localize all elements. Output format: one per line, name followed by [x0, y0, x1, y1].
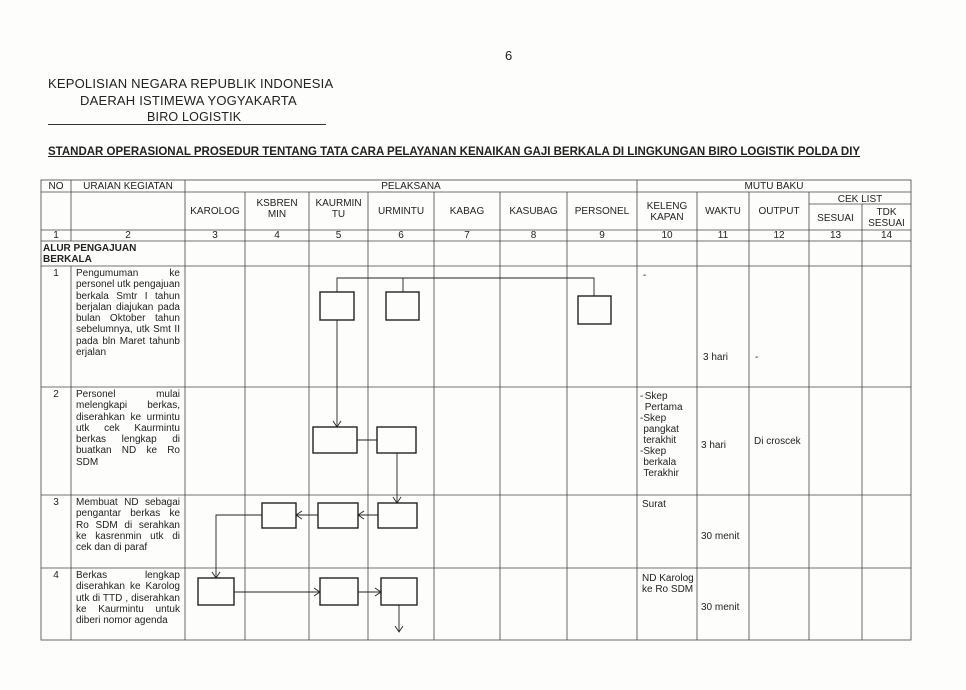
flow-box-s4-kaurmintu	[320, 578, 358, 605]
step-kelengkapan-list: - Skep Pertama - Skep pangkat terakhit - Skep berkala Terakhir	[640, 391, 695, 479]
flow-connectors	[216, 278, 594, 632]
col-kabag: KABAG	[449, 206, 485, 217]
step-waktu: 30 menit	[701, 531, 740, 542]
org-line-3: BIRO LOGISTIK	[147, 110, 242, 124]
kelengkapan-item: Skep pangkat terakhit	[643, 413, 679, 446]
step-waktu: 30 menit	[701, 602, 740, 613]
col-tdk-sesuai: TDK SESUAI	[868, 207, 905, 229]
col-number: 11	[717, 230, 729, 241]
col-number: 5	[335, 230, 342, 241]
flow-box-s4-urmintu	[381, 578, 417, 605]
col-number: 2	[125, 230, 131, 241]
step-description: Berkas lengkap diserahkan ke Karolog utk di TTD , diserahkan ke Kaurmintu untuk diberi nomor agenda	[76, 570, 180, 627]
flow-box-s2-urmintu	[377, 427, 416, 453]
col-sesuai: SESUAI	[817, 213, 854, 224]
col-number: 3	[212, 230, 218, 241]
flow-box-s4-karolog	[198, 578, 234, 605]
ceklist-header: CEK LIST	[837, 194, 883, 205]
col-number: 10	[661, 230, 673, 241]
flow-box-s1-kaurmintu	[320, 292, 354, 320]
flow-box-s1-urmintu	[386, 292, 419, 320]
org-line-2: DAERAH ISTIMEWA YOGYAKARTA	[80, 93, 297, 108]
section-title: ALUR PENGAJUAN BERKALA	[43, 243, 137, 265]
step-number: 1	[53, 268, 59, 279]
col-karolog: KAROLOG	[190, 206, 240, 217]
flow-box-s3-ksbrenmin	[262, 503, 296, 528]
page-number: 6	[505, 48, 513, 63]
arrow-heads	[212, 421, 403, 632]
col-number: 9	[599, 230, 605, 241]
step-kelengkapan: -	[643, 270, 647, 281]
col-kaurmintu: KAURMIN TU	[315, 198, 362, 220]
col-no-header: NO	[48, 181, 64, 192]
flow-box-s3-kaurmintu	[318, 503, 358, 528]
kelengkapan-item: Skep berkala Terakhir	[643, 446, 679, 479]
document-title: STANDAR OPERASIONAL PROSEDUR TENTANG TATA CARA PELAYANAN KENAIKAN GAJI BERKALA DI LINGKUNGAN BIRO LOGISTIK POLDA DIY	[48, 146, 861, 158]
step-number: 4	[53, 570, 59, 581]
col-ksbrenmin: KSBREN MIN	[256, 198, 298, 220]
step-kelengkapan: ND Karolog ke Ro SDM	[642, 573, 694, 595]
step-description: Personel mulai melengkapi berkas, diserahkan ke urmintu utk cek Kaurmintu berkas lengkap di buatkan ND ke Ro SDM	[76, 389, 180, 468]
col-personel: PERSONEL	[574, 206, 630, 217]
flow-box-s2-kaurmintu	[313, 427, 357, 453]
col-number: 12	[773, 230, 785, 241]
col-number: 14	[880, 230, 893, 241]
step-kelengkapan: Surat	[642, 499, 666, 510]
org-line-1: KEPOLISIAN NEGARA REPUBLIK INDONESIA	[48, 76, 334, 91]
col-number: 13	[829, 230, 842, 241]
step-number: 3	[53, 497, 59, 508]
step-waktu: 3 hari	[703, 352, 729, 363]
step-description: Pengumuman ke personel utk pengajuan berkala Smtr I tahun berjalan diajukan pada bulan Oktober tahun sebelumnya, utk Smt II pada bln Maret tahunb erjalan	[76, 268, 180, 359]
col-kasubag: KASUBAG	[509, 206, 558, 217]
col-number: 8	[530, 230, 537, 241]
kelengkapan-item: Skep Pertama	[644, 391, 683, 413]
col-kelengkapan: KELENG KAPAN	[646, 201, 688, 223]
col-number: 6	[398, 230, 404, 241]
col-urmintu: URMINTU	[377, 206, 425, 217]
col-uraian-header: URAIAN KEGIATAN	[83, 181, 173, 192]
col-number: 4	[274, 230, 280, 241]
col-output: OUTPUT	[758, 206, 800, 217]
step-waktu: 3 hari	[701, 440, 727, 451]
flow-box-s3-urmintu	[378, 503, 417, 528]
col-waktu: WAKTU	[705, 206, 741, 217]
col-number: 7	[464, 230, 470, 241]
step-description: Membuat ND sebagai pengantar berkas ke Ro SDM di serahkan ke kasrenmin utk di cek dan di paraf	[76, 497, 180, 554]
step-output: Di croscek	[754, 436, 801, 447]
mutu-baku-header: MUTU BAKU	[744, 181, 804, 192]
step-number: 2	[53, 389, 59, 400]
pelaksana-group-header: PELAKSANA	[381, 181, 441, 192]
col-number: 1	[53, 230, 59, 241]
step-output: -	[755, 352, 759, 363]
flow-box-s1-personel	[578, 296, 611, 324]
